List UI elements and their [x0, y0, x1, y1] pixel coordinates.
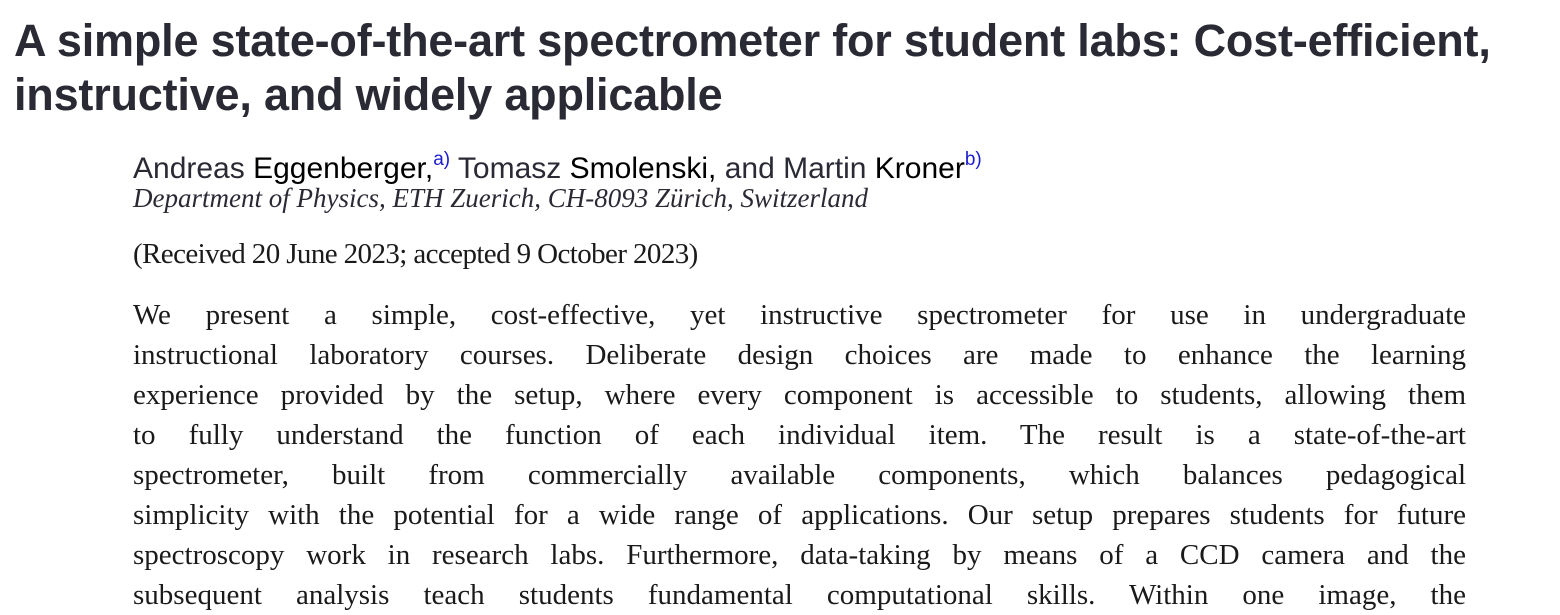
author-footnote-link[interactable]: b) [964, 149, 982, 170]
received-dates: (Received 20 June 2023; accepted 9 October 2023) [133, 238, 698, 270]
abstract-line: subsequent analysis teach students fundamental computational skills. Within one image, the [133, 579, 1466, 611]
author-given-name: and Martin [716, 152, 875, 185]
author-given-name: Tomasz [450, 152, 570, 185]
abstract-line: instructional laboratory courses. Deliberate design choices are made to enhance the learning [133, 339, 1466, 371]
abstract-line: spectrometer, built from commercially available components, which balances pedagogical [133, 459, 1466, 491]
abstract-line: spectroscopy work in research labs. Furthermore, data-taking by means of a CCD camera and the [133, 539, 1466, 571]
author-surname: Eggenberger, [253, 152, 434, 185]
author-surname: Smolenski, [569, 152, 717, 185]
author-surname: Kroner [874, 152, 965, 185]
author-given-name: Andreas [133, 152, 254, 185]
abstract-line: simplicity with the potential for a wide range of applications. Our setup prepares students for future [133, 499, 1466, 531]
affiliation: Department of Physics, ETH Zuerich, CH-8093 Zürich, Switzerland [133, 183, 868, 213]
abstract [133, 295, 1466, 615]
author-footnote-link[interactable]: a) [433, 149, 451, 170]
paper-title: A simple state-of-the-art spectrometer for student labs: Cost-efficient, instructive, and widely applicable [14, 15, 1491, 120]
abstract-line: experience provided by the setup, where every component is accessible to students, allowing them [133, 379, 1466, 411]
abstract-line: We present a simple, cost-effective, yet instructive spectrometer for use in undergraduate [133, 299, 1466, 331]
abstract-line: to fully understand the function of each individual item. The result is a state-of-the-art [133, 419, 1466, 451]
